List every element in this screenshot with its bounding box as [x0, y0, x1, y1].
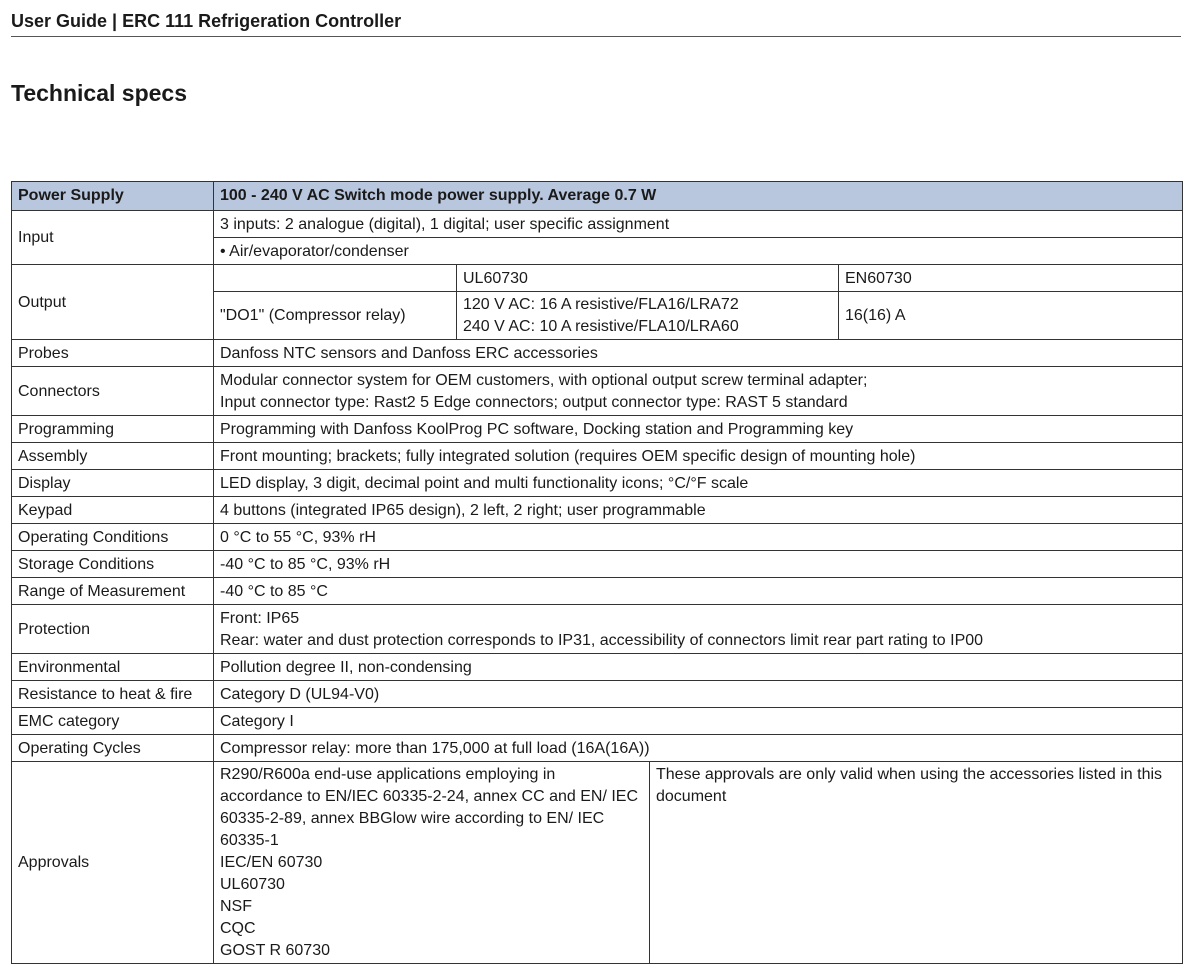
spec-label-assembly: Assembly	[12, 443, 214, 470]
output-ul-values	[457, 292, 839, 340]
spec-label-input: Input	[12, 211, 214, 265]
spec-label-probes: Probes	[12, 340, 214, 367]
spec-label-keypad: Keypad	[12, 497, 214, 524]
output-ul-line-1: 120 V AC: 16 A resistive/FLA16/LRA72	[463, 296, 739, 313]
table-row-environmental	[12, 654, 1183, 681]
output-blank-cell	[214, 265, 457, 292]
spec-label-display: Display	[12, 470, 214, 497]
spec-value-keypad: 4 buttons (integrated IP65 design), 2 left, 2 right; user programmable	[214, 497, 1183, 524]
table-row-storage-conditions	[12, 551, 1183, 578]
connectors-line-1: Modular connector system for OEM customers, with optional output screw terminal adapter;	[220, 371, 868, 389]
table-row-power-supply	[12, 182, 1183, 211]
output-en-value: 16(16) A	[839, 292, 1183, 340]
table-row-range-of-measurement	[12, 578, 1183, 605]
table-row-assembly	[12, 443, 1183, 470]
approvals-item: NSF	[220, 898, 252, 915]
spec-label-connectors: Connectors	[12, 367, 214, 416]
table-row-keypad	[12, 497, 1183, 524]
spec-label-storage-conditions: Storage Conditions	[12, 551, 214, 578]
spec-label-output: Output	[12, 265, 214, 340]
spec-label-range-of-measurement: Range of Measurement	[12, 578, 214, 605]
connectors-line-2: Input connector type: Rast2 5 Edge connectors; output connector type: RAST 5 standard	[220, 393, 848, 411]
approvals-item: UL60730	[220, 876, 285, 893]
spec-label-environmental: Environmental	[12, 654, 214, 681]
table-row-connectors	[12, 367, 1183, 416]
protection-line-1: Front: IP65	[220, 609, 300, 627]
spec-label-emc: EMC category	[12, 708, 214, 735]
table-row-programming	[12, 416, 1183, 443]
spec-label-operating-cycles: Operating Cycles	[12, 735, 214, 762]
table-row-probes	[12, 340, 1183, 367]
spec-value-environmental: Pollution degree II, non-condensing	[214, 654, 1183, 681]
spec-label-operating-conditions: Operating Conditions	[12, 524, 214, 551]
table-row-operating-cycles	[12, 735, 1183, 762]
table-row-display	[12, 470, 1183, 497]
spec-value-operating-cycles: Compressor relay: more than 175,000 at full load (16A(16A))	[214, 735, 1183, 762]
spec-value-protection	[214, 605, 1183, 654]
spec-value-display: LED display, 3 digit, decimal point and multi functionality icons; °C/°F scale	[214, 470, 1183, 497]
spec-value-approvals	[214, 762, 650, 964]
output-ul-line-2: 240 V AC: 10 A resistive/FLA10/LRA60	[463, 318, 739, 335]
technical-specs-table	[11, 181, 1183, 964]
spec-value-probes: Danfoss NTC sensors and Danfoss ERC accessories	[214, 340, 1183, 367]
table-row-input	[12, 211, 1183, 238]
spec-label-power-supply: Power Supply	[12, 182, 214, 211]
spec-value-storage-conditions: -40 °C to 85 °C, 93% rH	[214, 551, 1183, 578]
approvals-item: CQC	[220, 920, 256, 937]
spec-value-resistance: Category D (UL94-V0)	[214, 681, 1183, 708]
approvals-note: These approvals are only valid when using the accessories listed in this document	[650, 762, 1183, 964]
spec-value-input-2: • Air/evaporator/condenser	[214, 238, 1183, 265]
spec-value-operating-conditions: 0 °C to 55 °C, 93% rH	[214, 524, 1183, 551]
section-title: Technical specs	[11, 80, 187, 106]
spec-label-protection: Protection	[12, 605, 214, 654]
output-en-header: EN60730	[839, 265, 1183, 292]
approvals-item: IEC/EN 60730	[220, 854, 323, 871]
table-row-output	[12, 265, 1183, 292]
table-row-emc	[12, 708, 1183, 735]
spec-value-input-1: 3 inputs: 2 analogue (digital), 1 digital; user specific assignment	[214, 211, 1183, 238]
spec-value-power-supply: 100 - 240 V AC Switch mode power supply. Average 0.7 W	[214, 182, 1183, 211]
output-ul-header: UL60730	[457, 265, 839, 292]
spec-label-programming: Programming	[12, 416, 214, 443]
document-header: User Guide | ERC 111 Refrigeration Controller	[11, 8, 1181, 37]
output-relay: "DO1" (Compressor relay)	[214, 292, 457, 340]
table-row-operating-conditions	[12, 524, 1183, 551]
approvals-text: R290/R600a end-use applications employing in accordance to EN/IEC 60335-2-24, annex CC and EN/ IEC 60335-2-89, annex BBGlow wire according to EN/ IEC 60335-1	[220, 766, 638, 849]
protection-line-2: Rear: water and dust protection corresponds to IP31, accessibility of connectors limit rear part rating to IP00	[220, 631, 984, 649]
spec-label-approvals: Approvals	[12, 762, 214, 964]
table-row-protection	[12, 605, 1183, 654]
table-row-approvals	[12, 762, 1183, 964]
spec-value-assembly: Front mounting; brackets; fully integrated solution (requires OEM specific design of mounting hole)	[214, 443, 1183, 470]
table-row-resistance	[12, 681, 1183, 708]
approvals-item: GOST R 60730	[220, 942, 330, 959]
spec-value-programming: Programming with Danfoss KoolProg PC software, Docking station and Programming key	[214, 416, 1183, 443]
spec-value-range-of-measurement: -40 °C to 85 °C	[214, 578, 1183, 605]
spec-label-resistance: Resistance to heat & fire	[12, 681, 214, 708]
spec-value-emc: Category I	[214, 708, 1183, 735]
spec-value-connectors	[214, 367, 1183, 416]
